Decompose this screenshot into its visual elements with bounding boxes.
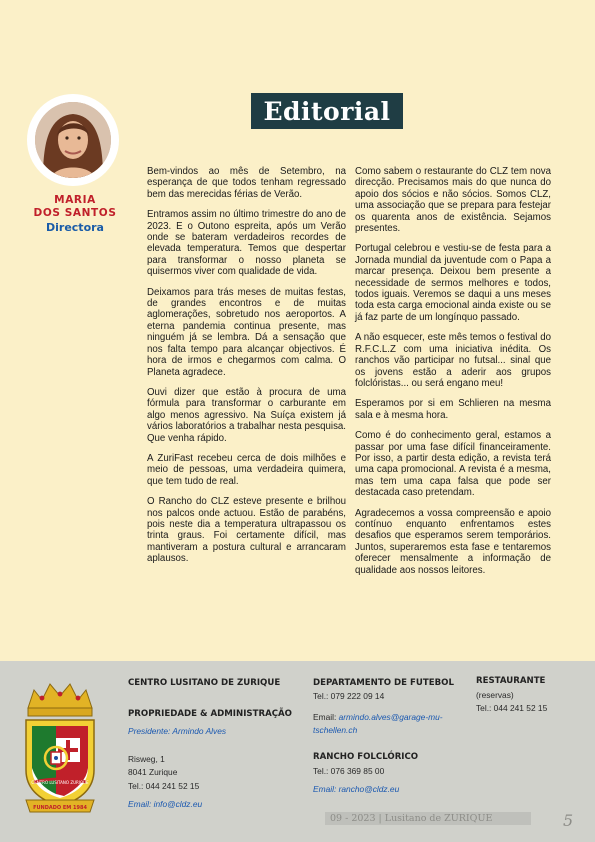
page-title: Editorial	[263, 96, 391, 126]
paragraph: Como é do conhecimento geral, estamos a passar por uma fase difícil financeiramente. Por isso, a partir desta edição, a revista terá uma capa promocional. A revista é a mesma, mas tem uma capa falsa que pode ser destacada caso pretendam.	[355, 430, 551, 499]
president-text: Presidente: Armindo Alves	[128, 726, 227, 736]
issue-label: 09 - 2023 | Lusitano de ZURIQUE	[330, 813, 493, 824]
football-email	[313, 712, 443, 723]
paragraph: Esperamos por si em Schlieren na mesma sala e à mesma hora.	[355, 398, 551, 421]
article-column-left	[147, 166, 346, 574]
crest-banner-text: FUNDADO EM 1984	[33, 805, 87, 811]
paragraph: Entramos assim no último trimestre do ano de 2023. E o Outono espreita, após um Verão onde se bateram verdadeiros recordes de elevada temperatura. Temos que despertar para transformar o nosso planeta se quisermos viver com qualidade de vida.	[147, 209, 346, 278]
crest-shield-text: CENTRO LUSITANO ZURIQUE	[31, 780, 89, 785]
portrait-illustration	[35, 102, 111, 178]
rancho-email-link[interactable]: Email: rancho@cldz.eu	[313, 784, 400, 794]
rancho-heading: RANCHO FOLCLÓRICO	[313, 752, 419, 762]
issue-bar	[325, 812, 531, 825]
football-email-link[interactable]: armindo.alves@garage-mu-	[338, 712, 443, 722]
paragraph: Ouvi dizer que estão à procura de uma fórmula para transformar o carburante em algo menos agressivo. Na Suíça existem já vários laboratórios a trabalhar nesta pesquisa. Que venha rápido.	[147, 386, 346, 444]
restaurant-note: (reservas)	[476, 690, 514, 700]
club-crest	[20, 678, 100, 818]
crest-icon	[20, 678, 100, 818]
editorial-title-box	[251, 93, 403, 129]
paragraph: A não esquecer, este mês temos o festival do R.F.C.L.Z com uma iniciativa inédita. Os ranchos vão participar no futsal... sinal que os jovens estão a aderir aos grupos folclóristas... ou será engano meu!	[355, 332, 551, 389]
football-email-label: Email:	[313, 712, 339, 722]
author-name-line2: DOS SANTOS	[33, 207, 117, 219]
address-city: 8041 Zurique	[128, 767, 178, 777]
paragraph: A ZuriFast recebeu cerca de dois milhões e meio de pessoas, uma verdadeira quimera, que tem tudo de real.	[147, 452, 346, 487]
paragraph: Bem-vindos ao mês de Setembro, na esperança de que todos tenham regressado bem das merecidas férias de Verão.	[147, 166, 346, 200]
paragraph: Como sabem o restaurante do CLZ tem nova direcção. Precisamos mais do que nunca do apoio dos sócios e não sócios. Somos CLZ, uma associação que se prepara para festejar os quarenta anos de existência. Sejamos presentes.	[355, 166, 551, 235]
paragraph: O Rancho do CLZ esteve presente e brilhou nos palcos onde actuou. Estão de parabéns, pois neste dia a temperatura ultrapassou os trinta graus. Foi certamente difícil, mas mantiveram a postura cultural e arrancaram aplausos.	[147, 496, 346, 565]
football-email-link-cont[interactable]: tschellen.ch	[313, 725, 358, 735]
address-street: Risweg, 1	[128, 754, 165, 764]
article-column-right	[355, 166, 551, 585]
org-phone: Tel.: 044 241 52 15	[128, 781, 200, 791]
org-name: CENTRO LUSITANO DE ZURIQUE	[128, 678, 281, 688]
restaurant-heading: RESTAURANTE	[476, 676, 546, 686]
page-number: 5	[563, 811, 574, 830]
author-name	[30, 194, 120, 220]
football-phone: Tel.: 079 222 09 14	[313, 691, 385, 701]
restaurant-phone: Tel.: 044 241 52 15	[476, 703, 548, 713]
paragraph: Agradecemos a vossa compreensão e apoio contínuo enquanto enfrentamos estes desafios que esperamos serem temporários. Juntos, superaremos esta fase e tentaremos oferecer mensalmente a informação de qualidade aos nossos leitores.	[355, 507, 551, 576]
football-heading: DEPARTAMENTO DE FUTEBOL	[313, 678, 454, 688]
author-name-line1: MARIA	[54, 194, 96, 206]
author-photo	[35, 102, 111, 178]
rancho-phone: Tel.: 076 369 85 00	[313, 766, 385, 776]
paragraph: Portugal celebrou e vestiu-se de festa para a Jornada mundial da juventude com o Papa a marcar presença. Deixou bem presente a necessidade de sermos melhores e todos, todos iguais. Veremos se daqui a uns meses toda esta carga emocional ainda existe ou se já faz parte de um longínquo passado.	[355, 243, 551, 323]
paragraph: Deixamos para trás meses de muitas festas, de grandes encontros e de muitas aglomerações, sobretudo nos aeroportos. A eterna pandemia continua presente, mas ninguém já se lembra. Dá a sensação que nos falta tempo para alcançar objectivos. É hora de irmos e chegarmos com calma. O Planeta agradece.	[147, 286, 346, 378]
org-email-link[interactable]: Email: info@cldz.eu	[128, 799, 203, 809]
ownership-heading: PROPRIEDADE & ADMINISTRAÇÃO	[128, 709, 292, 719]
author-role: Directora	[46, 221, 104, 234]
